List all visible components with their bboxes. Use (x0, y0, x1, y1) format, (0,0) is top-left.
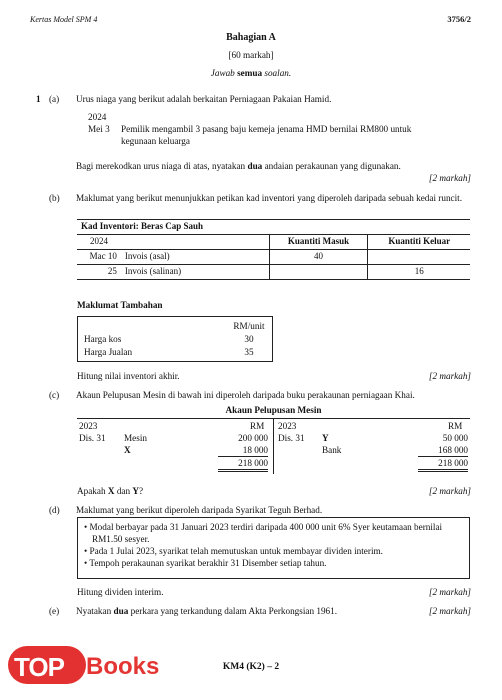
part-b-question: Hitung nilai inventori akhir. (77, 371, 180, 381)
part-c-question: Apakah X dan Y? (77, 486, 144, 496)
section-instruction: Jawab semua soalan. (210, 68, 292, 78)
account-right-year: 2023 (278, 421, 297, 431)
part-c-text: Akaun Pelupusan Mesin di bawah ini diperoleh daripada buku perakaunan perniagaan Khai. (76, 390, 415, 400)
question-number: 1 (36, 94, 41, 104)
part-a-marks: [2 markah] (428, 173, 471, 183)
extra-info-label: Harga kos (84, 334, 122, 344)
page-footer-code: KM4 (K2) – 2 (222, 662, 280, 672)
part-a-year: 2024 (88, 112, 107, 122)
account-left-year: 2023 (79, 421, 98, 431)
inventory-row-date: 25 (77, 265, 121, 280)
part-a-date: Mei 3 (88, 124, 110, 134)
inventory-card-title: Kad Inventori: Beras Cap Sauh (77, 220, 470, 235)
inventory-row-out: 16 (368, 265, 470, 280)
account-right-amount: 50 000 (442, 433, 468, 443)
part-d-question: Hitung dividen interim. (77, 587, 164, 597)
part-e-question: Nyatakan dua perkara yang terkandung dalam Akta Perkongsian 1961. (76, 606, 338, 616)
part-b-label: (b) (49, 193, 60, 203)
part-d-label: (d) (49, 505, 60, 515)
inventory-col-blank (121, 235, 269, 250)
table-row (77, 265, 470, 280)
table-row (77, 250, 470, 265)
account-right-total: 218 000 (418, 457, 468, 472)
account-left-amount: 200 000 (238, 433, 268, 443)
part-b-marks: [2 markah] (428, 371, 471, 381)
part-a-label: (a) (49, 94, 60, 104)
extra-info-label: Harga Jualan (84, 347, 133, 357)
account-left-amount: 18 000 (218, 444, 268, 457)
header-left: Kertas Model SPM 4 (30, 15, 98, 24)
account-right-date: Dis. 31 (278, 433, 305, 443)
extra-info-box (77, 316, 273, 362)
account-right-amount: 168 000 (418, 444, 468, 457)
part-d-info-box (77, 517, 470, 579)
part-c-label: (c) (49, 390, 60, 400)
inventory-row-date: Mac 10 (77, 250, 121, 265)
section-marks: [60 markah] (228, 50, 274, 60)
logo-books-text: Books (86, 653, 160, 680)
extra-info-value: 30 (244, 334, 254, 344)
extra-info-title: Maklumat Tambahan (77, 300, 163, 310)
inventory-col-out: Kuantiti Keluar (368, 235, 470, 250)
part-a-text: Urus niaga yang berikut adalah berkaitan Perniagaan Pakaian Hamid. (76, 94, 332, 104)
logo-top-text: TOP (14, 652, 64, 682)
part-a-question: Bagi merekodkan urus niaga di atas, nyatakan dua andaian perakaunan yang digunakan. (76, 161, 401, 171)
inventory-row-in (269, 265, 368, 280)
account-right-rm: RM (448, 421, 463, 431)
inventory-row-out (368, 250, 470, 265)
section-title: Bahagian A (226, 32, 276, 43)
inventory-row-doc: Invois (asal) (121, 250, 269, 265)
part-e-label: (e) (49, 606, 60, 616)
part-d-text: Maklumat yang berikut diperoleh daripada Syarikat Teguh Berhad. (76, 505, 323, 515)
inventory-col-year: 2024 (77, 235, 121, 250)
part-c-marks: [2 markah] (428, 486, 471, 496)
part-b-text: Maklumat yang berikut menunjukkan petikan kad inventori yang diperoleh daripada sebuah kedai runcit. (76, 193, 463, 203)
account-right-item: Bank (322, 445, 342, 455)
inventory-row-doc: Invois (salinan) (121, 265, 269, 280)
account-left-total: 218 000 (218, 457, 268, 472)
account-right-item: Y (322, 433, 329, 443)
account-left-item: Mesin (124, 433, 147, 443)
extra-info-value: 35 (244, 347, 254, 357)
extra-info-unit: RM/unit (233, 321, 265, 331)
list-item: • Pada 1 Julai 2023, syarikat telah memutuskan untuk membayar dividen interim. (84, 546, 383, 557)
part-e-marks: [2 markah] (428, 606, 471, 616)
inventory-card-table (77, 219, 470, 280)
account-title: Akaun Pelupusan Mesin (225, 405, 322, 415)
account-center-rule (273, 418, 274, 474)
topbooks-logo (0, 643, 190, 688)
list-item: • Tempoh perakaunan syarikat berakhir 31 Disember setiap tahun. (84, 558, 327, 569)
account-left-rm: RM (250, 421, 265, 431)
inventory-col-in: Kuantiti Masuk (269, 235, 368, 250)
part-d-marks: [2 markah] (428, 587, 471, 597)
account-left-date: Dis. 31 (79, 433, 106, 443)
list-item: • Modal berbayar pada 31 Januari 2023 terdiri daripada 400 000 unit 6% Syer keutamaan bernilai RM1.50 sesyer. (84, 522, 443, 545)
account-left-item: X (124, 445, 131, 455)
part-a-entry: Pemilik mengambil 3 pasang baju kemeja jenama HMD bernilai RM800 untuk kegunaan keluarga (121, 124, 412, 147)
inventory-row-in: 40 (269, 250, 368, 265)
header-code: 3756/2 (447, 14, 471, 24)
